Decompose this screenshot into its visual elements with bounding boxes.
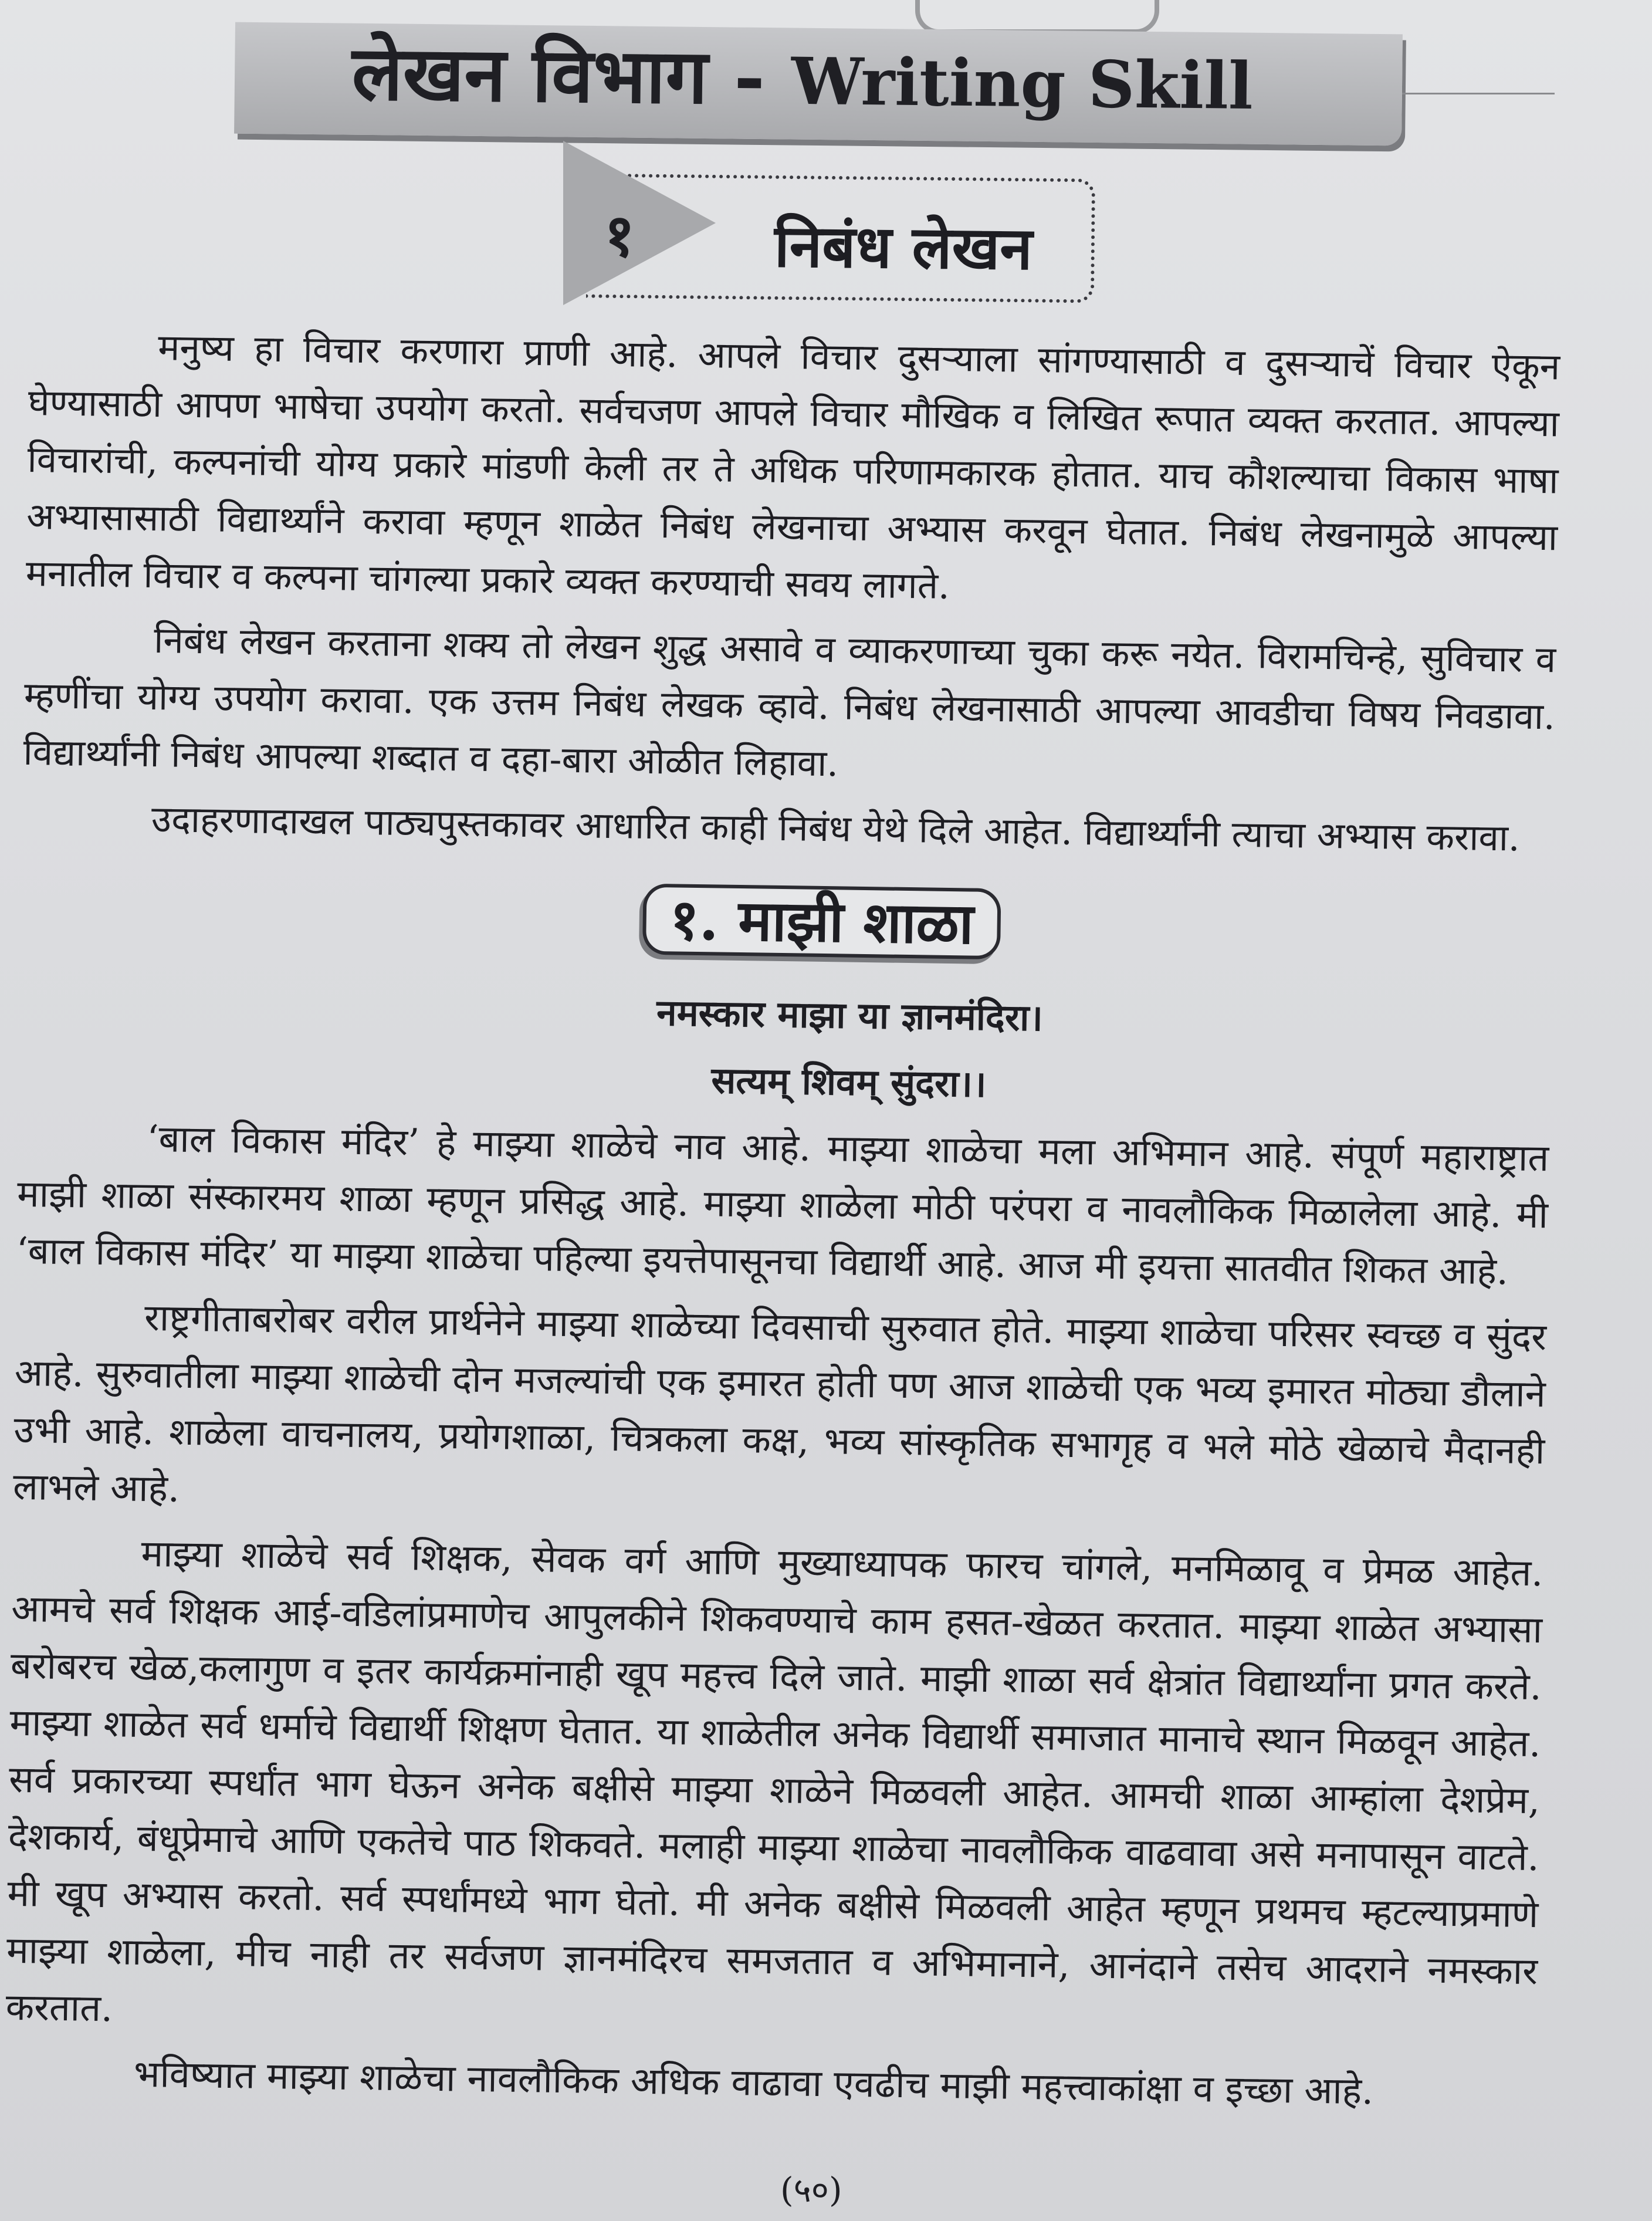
page-content [4, 317, 1560, 2130]
section-title: निबंध लेखन [774, 211, 1033, 283]
page-title [351, 19, 1254, 131]
essay-paragraph: ‘बाल विकास मंदिर’ हे माझ्या शाळेचे नाव आहे. माझ्या शाळेचा मला अभिमान आहे. संपूर्ण महाराष्ट्रात माझी शाळा संस्कारमय शाळा म्हणून प्रसिद्ध आहे. माझ्या शाळेला मोठी परंपरा व नावलौकिक मिळालेला आहे. मी ‘बाल विकास मंदिर’ या माझ्या शाळेचा पहिल्या इयत्तेपासूनचा विद्यार्थी आहे. आज मी इयत्ता सातवीत शिकत आहे. [16, 1117, 1549, 1293]
essay-paragraph: माझ्या शाळेचे सर्व शिक्षक, सेवक वर्ग आणि मुख्याध्यापक फारच चांगले, मनमिळावू व प्रेमळ आहेत. आमचे सर्व शिक्षक आई-वडिलांप्रमाणेच आपुलकीने शिकवण्याचे काम हसत-खेळत करतात. माझ्या शाळेत अभ्यासा बरोबरच खेळ,कलागुण व इतर कार्यक्रमांनाही खूप महत्त्व दिले जाते. माझी शाळा सर्व क्षेत्रांत विद्यार्थ्यांना प्रगत करते. माझ्या शाळेत सर्व धर्माचे विद्यार्थी शिक्षण घेतात. या शाळेतील अनेक विद्यार्थी समाजात मानाचे स्थान मिळवून आहेत. सर्व प्रकारच्या स्पर्धांत भाग घेऊन अनेक बक्षीसे माझ्या शाळेने मिळवली आहेत. आमची शाळा आम्हांला देशप्रेम, देशकार्य, बंधूप्रेमाचे आणि एकतेचे पाठ शिकवते. मलाही माझ्या शाळेचा नावलौकिक वाढवावा असे मनापासून वाटते. मी खूप अभ्यास करतो. सर्व स्पर्धांमध्ये भाग घेतो. मी अनेक बक्षीसे मिळवली आहेत म्हणून प्रथमच म्हटल्याप्रमाणे माझ्या शाळेला, मीच नाही तर सर्वजण ज्ञानमंदिरच समजतात व अभिमानाने, आनंदाने तसेच आदराने नमस्कार करतात. [5, 1532, 1543, 2030]
section-number: १ [604, 201, 635, 270]
essay-verse-line: नमस्कार माझा या ज्ञानमंदिरा। [656, 991, 1044, 1040]
page-title-marathi: लेखन विभाग [351, 29, 709, 121]
essay-title: १. माझी शाळा [642, 884, 1001, 960]
section-arrow-icon [563, 141, 716, 305]
essay-verse-line: सत्यम् शिवम् सुंदरा।। [710, 1059, 987, 1106]
intro-paragraph: निबंध लेखन करताना शक्य तो लेखन शुद्ध असावे व व्याकरणाच्या चुका करू नयेत. विरामचिन्हे, सुविचार व म्हणींचा योग्य उपयोग करावा. एक उत्तम निबंध लेखक व्हावे. निबंध लेखनासाठी आपल्या आवडीचा विषय निवडावा. विद्यार्थ्यांनी निबंध आपल्या शब्दात व दहा-बारा ओळीत लिहावा. [23, 618, 1556, 785]
intro-paragraph: मनुष्य हा विचार करणारा प्राणी आहे. आपले विचार दुसऱ्याला सांगण्यासाठी व दुसऱ्याचें विचार ऐकून घेण्यासाठी आपण भाषेचा उपयोग करतो. सर्वचजण आपले विचार मौखिक व लिखित रूपात व्यक्त करतात. आपल्या विचारांची, कल्पनांची योग्य प्रकारे मांडणी केली तर ते अधिक परिणामकारक होतात. याच कौशल्याचा विकास भाषा अभ्यासासाठी विद्यार्थ्यांने करावा म्हणून शाळेत निबंध लेखनाचा अभ्यास करवून घेतात. निबंध लेखनामुळे आपल्या मनातील विचार व कल्पना चांगल्या प्रकारे व्यक्त करण्याची सवय लागते. [25, 326, 1560, 607]
page-title-english: Writing Skill [791, 43, 1254, 124]
page-title-separator: - [707, 33, 792, 122]
essay-paragraph: भविष्यात माझ्या शाळेचा नावलौकिक अधिक वाढावा एवढीच माझी महत्त्वाकांक्षा व इच्छा आहे. [133, 2052, 1374, 2113]
essay-title-container [20, 863, 1552, 996]
essay-body [5, 1108, 1549, 2122]
page-number: (५०) [780, 2170, 842, 2210]
header-rule [1402, 93, 1555, 94]
essay-paragraph: राष्ट्रगीताबरोबर वरील प्रार्थनेने माझ्या शाळेच्या दिवसाची सुरुवात होते. माझ्या शाळेचा परिसर स्वच्छ व सुंदर आहे. सुरुवातीला माझ्या शाळेची दोन मजल्यांची एक इमारत होती पण आज शाळेची एक भव्य इमारत मोठ्या डौलाने उभी आहे. शाळेला वाचनालय, प्रयोगशाळा, चित्रकला कक्ष, भव्य सांस्कृतिक सभागृह व भले मोठे खेळाचे मैदानही लाभले आहे. [12, 1296, 1547, 1510]
intro-paragraph: उदाहरणादाखल पाठ्यपुस्तकावर आधारित काही निबंध येथे दिले आहेत. विद्यार्थ्यांनी त्याचा अभ्यास करावा. [151, 797, 1521, 860]
